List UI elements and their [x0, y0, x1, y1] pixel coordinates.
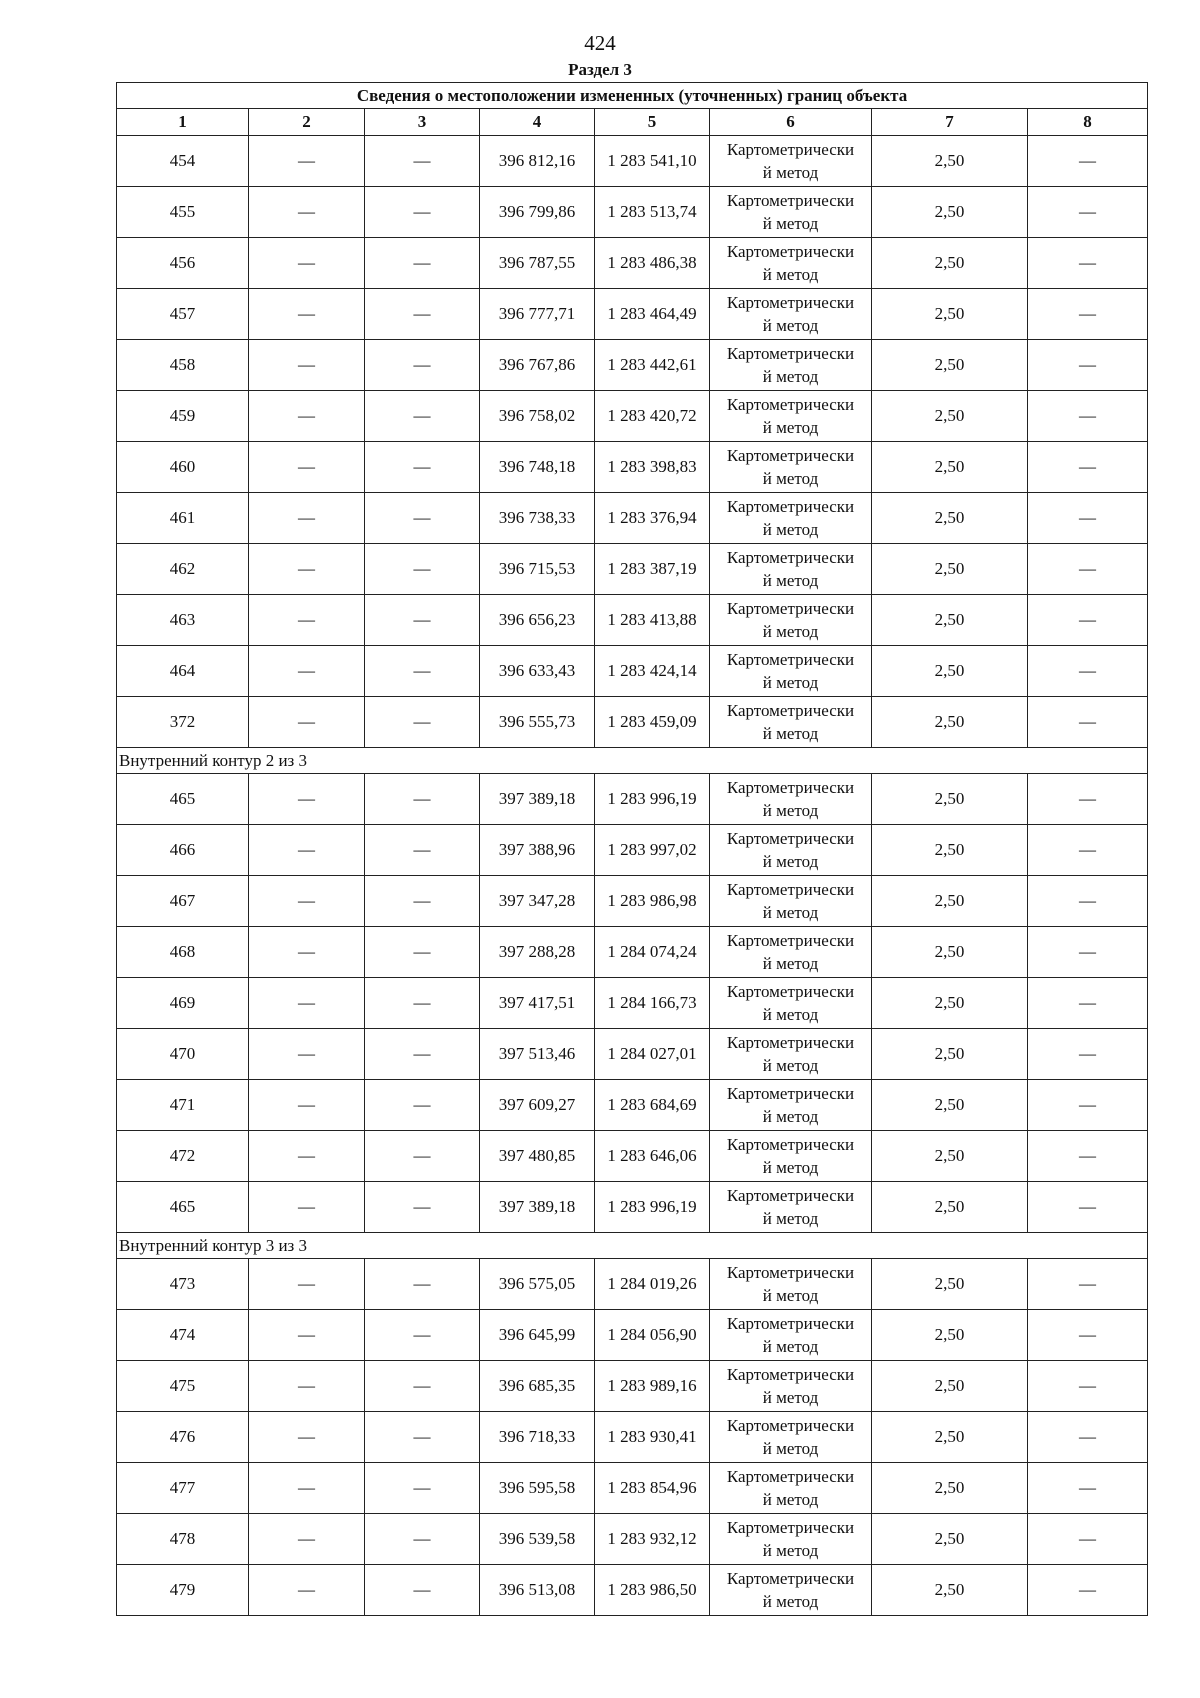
section-title: Раздел 3: [568, 60, 632, 79]
table-row: [117, 391, 1148, 442]
method-cell: Картометрически й метод: [710, 697, 872, 748]
accuracy-cell: 2,50: [872, 1361, 1028, 1412]
table-row: [117, 187, 1148, 238]
contour-header-row: [117, 748, 1148, 774]
point-number-cell: 471: [117, 1080, 249, 1131]
point-number-cell: 466: [117, 825, 249, 876]
col2-cell: —: [249, 876, 365, 927]
x-coordinate-cell: 397 388,96: [480, 825, 595, 876]
accuracy-cell: 2,50: [872, 544, 1028, 595]
x-coordinate-cell: 396 748,18: [480, 442, 595, 493]
col2-cell: —: [249, 136, 365, 187]
method-cell: Картометрически й метод: [710, 927, 872, 978]
accuracy-cell: 2,50: [872, 1182, 1028, 1233]
contour-label: Внутренний контур 3 из 3: [117, 1233, 1148, 1259]
y-coordinate-cell: 1 283 996,19: [595, 1182, 710, 1233]
point-number-cell: 372: [117, 697, 249, 748]
y-coordinate-cell: 1 283 930,41: [595, 1412, 710, 1463]
x-coordinate-cell: 396 656,23: [480, 595, 595, 646]
column-number-row: [117, 109, 1148, 136]
x-coordinate-cell: 397 609,27: [480, 1080, 595, 1131]
y-coordinate-cell: 1 284 166,73: [595, 978, 710, 1029]
col3-cell: —: [365, 646, 480, 697]
col3-cell: —: [365, 1131, 480, 1182]
y-coordinate-cell: 1 283 996,19: [595, 774, 710, 825]
table-row: [117, 1310, 1148, 1361]
accuracy-cell: 2,50: [872, 391, 1028, 442]
contour-label: Внутренний контур 2 из 3: [117, 748, 1148, 774]
col3-cell: —: [365, 1463, 480, 1514]
accuracy-cell: 2,50: [872, 1080, 1028, 1131]
method-cell: Картометрически й метод: [710, 595, 872, 646]
method-cell: Картометрически й метод: [710, 238, 872, 289]
column-number: 2: [249, 109, 365, 136]
table-row: [117, 1361, 1148, 1412]
col8-cell: —: [1028, 1412, 1148, 1463]
point-number-cell: 461: [117, 493, 249, 544]
col3-cell: —: [365, 876, 480, 927]
method-cell: Картометрически й метод: [710, 1080, 872, 1131]
col8-cell: —: [1028, 927, 1148, 978]
col3-cell: —: [365, 1514, 480, 1565]
accuracy-cell: 2,50: [872, 646, 1028, 697]
point-number-cell: 469: [117, 978, 249, 1029]
table-row: [117, 493, 1148, 544]
col8-cell: —: [1028, 876, 1148, 927]
accuracy-cell: 2,50: [872, 1565, 1028, 1616]
accuracy-cell: 2,50: [872, 187, 1028, 238]
col8-cell: —: [1028, 340, 1148, 391]
y-coordinate-cell: 1 283 997,02: [595, 825, 710, 876]
col2-cell: —: [249, 978, 365, 1029]
column-number: 1: [117, 109, 249, 136]
col8-cell: —: [1028, 1463, 1148, 1514]
table-row: [117, 927, 1148, 978]
col2-cell: —: [249, 544, 365, 595]
col8-cell: —: [1028, 1310, 1148, 1361]
method-cell: Картометрически й метод: [710, 493, 872, 544]
table-row: [117, 1463, 1148, 1514]
col2-cell: —: [249, 595, 365, 646]
col2-cell: —: [249, 187, 365, 238]
table-row: [117, 978, 1148, 1029]
x-coordinate-cell: 396 513,08: [480, 1565, 595, 1616]
col2-cell: —: [249, 1310, 365, 1361]
x-coordinate-cell: 397 480,85: [480, 1131, 595, 1182]
col3-cell: —: [365, 544, 480, 595]
col8-cell: —: [1028, 646, 1148, 697]
col2-cell: —: [249, 825, 365, 876]
col3-cell: —: [365, 238, 480, 289]
point-number-cell: 463: [117, 595, 249, 646]
method-cell: Картометрически й метод: [710, 187, 872, 238]
page-number: 424: [584, 31, 616, 55]
table-row: [117, 646, 1148, 697]
method-cell: Картометрически й метод: [710, 876, 872, 927]
point-number-cell: 456: [117, 238, 249, 289]
method-cell: Картометрически й метод: [710, 1463, 872, 1514]
col8-cell: —: [1028, 187, 1148, 238]
table-row: [117, 1565, 1148, 1616]
point-number-cell: 468: [117, 927, 249, 978]
method-cell: Картометрически й метод: [710, 544, 872, 595]
col2-cell: —: [249, 774, 365, 825]
col8-cell: —: [1028, 1182, 1148, 1233]
x-coordinate-cell: 396 685,35: [480, 1361, 595, 1412]
col3-cell: —: [365, 697, 480, 748]
col2-cell: —: [249, 1412, 365, 1463]
accuracy-cell: 2,50: [872, 927, 1028, 978]
table-row: [117, 238, 1148, 289]
y-coordinate-cell: 1 283 459,09: [595, 697, 710, 748]
x-coordinate-cell: 397 347,28: [480, 876, 595, 927]
x-coordinate-cell: 397 389,18: [480, 1182, 595, 1233]
y-coordinate-cell: 1 283 986,50: [595, 1565, 710, 1616]
accuracy-cell: 2,50: [872, 825, 1028, 876]
point-number-cell: 478: [117, 1514, 249, 1565]
y-coordinate-cell: 1 283 486,38: [595, 238, 710, 289]
col2-cell: —: [249, 1463, 365, 1514]
col2-cell: —: [249, 238, 365, 289]
accuracy-cell: 2,50: [872, 1029, 1028, 1080]
x-coordinate-cell: 397 417,51: [480, 978, 595, 1029]
y-coordinate-cell: 1 283 932,12: [595, 1514, 710, 1565]
col2-cell: —: [249, 391, 365, 442]
col2-cell: —: [249, 1131, 365, 1182]
col3-cell: —: [365, 391, 480, 442]
column-number: 7: [872, 109, 1028, 136]
table-title: Сведения о местоположении измененных (уточненных) границ объекта: [117, 83, 1148, 109]
col3-cell: —: [365, 493, 480, 544]
point-number-cell: 464: [117, 646, 249, 697]
boundary-coordinates-table: [116, 82, 1148, 1616]
accuracy-cell: 2,50: [872, 876, 1028, 927]
col3-cell: —: [365, 1310, 480, 1361]
col2-cell: —: [249, 1182, 365, 1233]
y-coordinate-cell: 1 283 387,19: [595, 544, 710, 595]
col3-cell: —: [365, 136, 480, 187]
col2-cell: —: [249, 1259, 365, 1310]
y-coordinate-cell: 1 283 986,98: [595, 876, 710, 927]
table-row: [117, 1412, 1148, 1463]
accuracy-cell: 2,50: [872, 978, 1028, 1029]
col8-cell: —: [1028, 1131, 1148, 1182]
method-cell: Картометрически й метод: [710, 1310, 872, 1361]
table-title-row: [117, 83, 1148, 109]
accuracy-cell: 2,50: [872, 1310, 1028, 1361]
col3-cell: —: [365, 1259, 480, 1310]
point-number-cell: 459: [117, 391, 249, 442]
method-cell: Картометрически й метод: [710, 340, 872, 391]
point-number-cell: 455: [117, 187, 249, 238]
table-row: [117, 544, 1148, 595]
x-coordinate-cell: 396 595,58: [480, 1463, 595, 1514]
y-coordinate-cell: 1 283 424,14: [595, 646, 710, 697]
accuracy-cell: 2,50: [872, 493, 1028, 544]
col8-cell: —: [1028, 1029, 1148, 1080]
y-coordinate-cell: 1 283 413,88: [595, 595, 710, 646]
table-row: [117, 1514, 1148, 1565]
method-cell: Картометрически й метод: [710, 978, 872, 1029]
y-coordinate-cell: 1 283 541,10: [595, 136, 710, 187]
table-row: [117, 774, 1148, 825]
accuracy-cell: 2,50: [872, 340, 1028, 391]
accuracy-cell: 2,50: [872, 697, 1028, 748]
x-coordinate-cell: 396 555,73: [480, 697, 595, 748]
contour-header-row: [117, 1233, 1148, 1259]
y-coordinate-cell: 1 283 989,16: [595, 1361, 710, 1412]
method-cell: Картометрически й метод: [710, 646, 872, 697]
col2-cell: —: [249, 1565, 365, 1616]
x-coordinate-cell: 396 812,16: [480, 136, 595, 187]
x-coordinate-cell: 396 767,86: [480, 340, 595, 391]
x-coordinate-cell: 396 718,33: [480, 1412, 595, 1463]
col2-cell: —: [249, 927, 365, 978]
x-coordinate-cell: 396 787,55: [480, 238, 595, 289]
x-coordinate-cell: 397 288,28: [480, 927, 595, 978]
col3-cell: —: [365, 978, 480, 1029]
table-row: [117, 442, 1148, 493]
col3-cell: —: [365, 1182, 480, 1233]
col8-cell: —: [1028, 1080, 1148, 1131]
accuracy-cell: 2,50: [872, 774, 1028, 825]
col3-cell: —: [365, 1080, 480, 1131]
method-cell: Картометрически й метод: [710, 1182, 872, 1233]
accuracy-cell: 2,50: [872, 136, 1028, 187]
col2-cell: —: [249, 697, 365, 748]
col2-cell: —: [249, 340, 365, 391]
point-number-cell: 475: [117, 1361, 249, 1412]
col3-cell: —: [365, 1565, 480, 1616]
column-number: 6: [710, 109, 872, 136]
accuracy-cell: 2,50: [872, 238, 1028, 289]
accuracy-cell: 2,50: [872, 289, 1028, 340]
x-coordinate-cell: 397 513,46: [480, 1029, 595, 1080]
table-row: [117, 1259, 1148, 1310]
method-cell: Картометрически й метод: [710, 1361, 872, 1412]
x-coordinate-cell: 396 645,99: [480, 1310, 595, 1361]
col3-cell: —: [365, 1412, 480, 1463]
y-coordinate-cell: 1 284 074,24: [595, 927, 710, 978]
col2-cell: —: [249, 1080, 365, 1131]
accuracy-cell: 2,50: [872, 1463, 1028, 1514]
accuracy-cell: 2,50: [872, 1131, 1028, 1182]
col3-cell: —: [365, 442, 480, 493]
col8-cell: —: [1028, 978, 1148, 1029]
method-cell: Картометрически й метод: [710, 442, 872, 493]
point-number-cell: 477: [117, 1463, 249, 1514]
y-coordinate-cell: 1 283 420,72: [595, 391, 710, 442]
y-coordinate-cell: 1 283 398,83: [595, 442, 710, 493]
point-number-cell: 465: [117, 774, 249, 825]
table-row: [117, 340, 1148, 391]
col8-cell: —: [1028, 544, 1148, 595]
col2-cell: —: [249, 1029, 365, 1080]
x-coordinate-cell: 396 758,02: [480, 391, 595, 442]
y-coordinate-cell: 1 283 854,96: [595, 1463, 710, 1514]
method-cell: Картометрически й метод: [710, 1131, 872, 1182]
table-row: [117, 1131, 1148, 1182]
x-coordinate-cell: 396 715,53: [480, 544, 595, 595]
point-number-cell: 474: [117, 1310, 249, 1361]
x-coordinate-cell: 397 389,18: [480, 774, 595, 825]
point-number-cell: 479: [117, 1565, 249, 1616]
col3-cell: —: [365, 825, 480, 876]
method-cell: Картометрически й метод: [710, 825, 872, 876]
method-cell: Картометрически й метод: [710, 289, 872, 340]
col8-cell: —: [1028, 238, 1148, 289]
y-coordinate-cell: 1 284 056,90: [595, 1310, 710, 1361]
col3-cell: —: [365, 187, 480, 238]
method-cell: Картометрически й метод: [710, 1029, 872, 1080]
table-row: [117, 1029, 1148, 1080]
method-cell: Картометрически й метод: [710, 774, 872, 825]
col3-cell: —: [365, 289, 480, 340]
col2-cell: —: [249, 1514, 365, 1565]
col2-cell: —: [249, 442, 365, 493]
y-coordinate-cell: 1 283 646,06: [595, 1131, 710, 1182]
column-number: 8: [1028, 109, 1148, 136]
accuracy-cell: 2,50: [872, 1412, 1028, 1463]
table-row: [117, 697, 1148, 748]
y-coordinate-cell: 1 283 464,49: [595, 289, 710, 340]
col8-cell: —: [1028, 595, 1148, 646]
point-number-cell: 476: [117, 1412, 249, 1463]
table-row: [117, 289, 1148, 340]
col3-cell: —: [365, 1361, 480, 1412]
point-number-cell: 472: [117, 1131, 249, 1182]
col2-cell: —: [249, 289, 365, 340]
col8-cell: —: [1028, 136, 1148, 187]
x-coordinate-cell: 396 799,86: [480, 187, 595, 238]
table-body: [117, 136, 1148, 1616]
col3-cell: —: [365, 595, 480, 646]
accuracy-cell: 2,50: [872, 1259, 1028, 1310]
y-coordinate-cell: 1 283 684,69: [595, 1080, 710, 1131]
point-number-cell: 462: [117, 544, 249, 595]
col8-cell: —: [1028, 825, 1148, 876]
method-cell: Картометрически й метод: [710, 1514, 872, 1565]
point-number-cell: 467: [117, 876, 249, 927]
table-row: [117, 1080, 1148, 1131]
y-coordinate-cell: 1 283 442,61: [595, 340, 710, 391]
point-number-cell: 458: [117, 340, 249, 391]
table-row: [117, 876, 1148, 927]
col3-cell: —: [365, 927, 480, 978]
col3-cell: —: [365, 340, 480, 391]
point-number-cell: 460: [117, 442, 249, 493]
col3-cell: —: [365, 774, 480, 825]
accuracy-cell: 2,50: [872, 1514, 1028, 1565]
col8-cell: —: [1028, 1259, 1148, 1310]
col2-cell: —: [249, 493, 365, 544]
x-coordinate-cell: 396 575,05: [480, 1259, 595, 1310]
y-coordinate-cell: 1 284 019,26: [595, 1259, 710, 1310]
accuracy-cell: 2,50: [872, 442, 1028, 493]
col2-cell: —: [249, 1361, 365, 1412]
y-coordinate-cell: 1 284 027,01: [595, 1029, 710, 1080]
col2-cell: —: [249, 646, 365, 697]
method-cell: Картометрически й метод: [710, 1259, 872, 1310]
point-number-cell: 465: [117, 1182, 249, 1233]
point-number-cell: 454: [117, 136, 249, 187]
col8-cell: —: [1028, 442, 1148, 493]
table-row: [117, 1182, 1148, 1233]
col8-cell: —: [1028, 1361, 1148, 1412]
x-coordinate-cell: 396 539,58: [480, 1514, 595, 1565]
col8-cell: —: [1028, 391, 1148, 442]
y-coordinate-cell: 1 283 513,74: [595, 187, 710, 238]
point-number-cell: 470: [117, 1029, 249, 1080]
method-cell: Картометрически й метод: [710, 1565, 872, 1616]
x-coordinate-cell: 396 777,71: [480, 289, 595, 340]
col8-cell: —: [1028, 289, 1148, 340]
y-coordinate-cell: 1 283 376,94: [595, 493, 710, 544]
method-cell: Картометрически й метод: [710, 136, 872, 187]
table-row: [117, 136, 1148, 187]
column-number: 3: [365, 109, 480, 136]
method-cell: Картометрически й метод: [710, 391, 872, 442]
col8-cell: —: [1028, 1565, 1148, 1616]
x-coordinate-cell: 396 633,43: [480, 646, 595, 697]
point-number-cell: 473: [117, 1259, 249, 1310]
table-row: [117, 595, 1148, 646]
column-number: 5: [595, 109, 710, 136]
col8-cell: —: [1028, 774, 1148, 825]
col3-cell: —: [365, 1029, 480, 1080]
col8-cell: —: [1028, 1514, 1148, 1565]
column-number: 4: [480, 109, 595, 136]
x-coordinate-cell: 396 738,33: [480, 493, 595, 544]
col8-cell: —: [1028, 493, 1148, 544]
col8-cell: —: [1028, 697, 1148, 748]
accuracy-cell: 2,50: [872, 595, 1028, 646]
table-row: [117, 825, 1148, 876]
point-number-cell: 457: [117, 289, 249, 340]
method-cell: Картометрически й метод: [710, 1412, 872, 1463]
